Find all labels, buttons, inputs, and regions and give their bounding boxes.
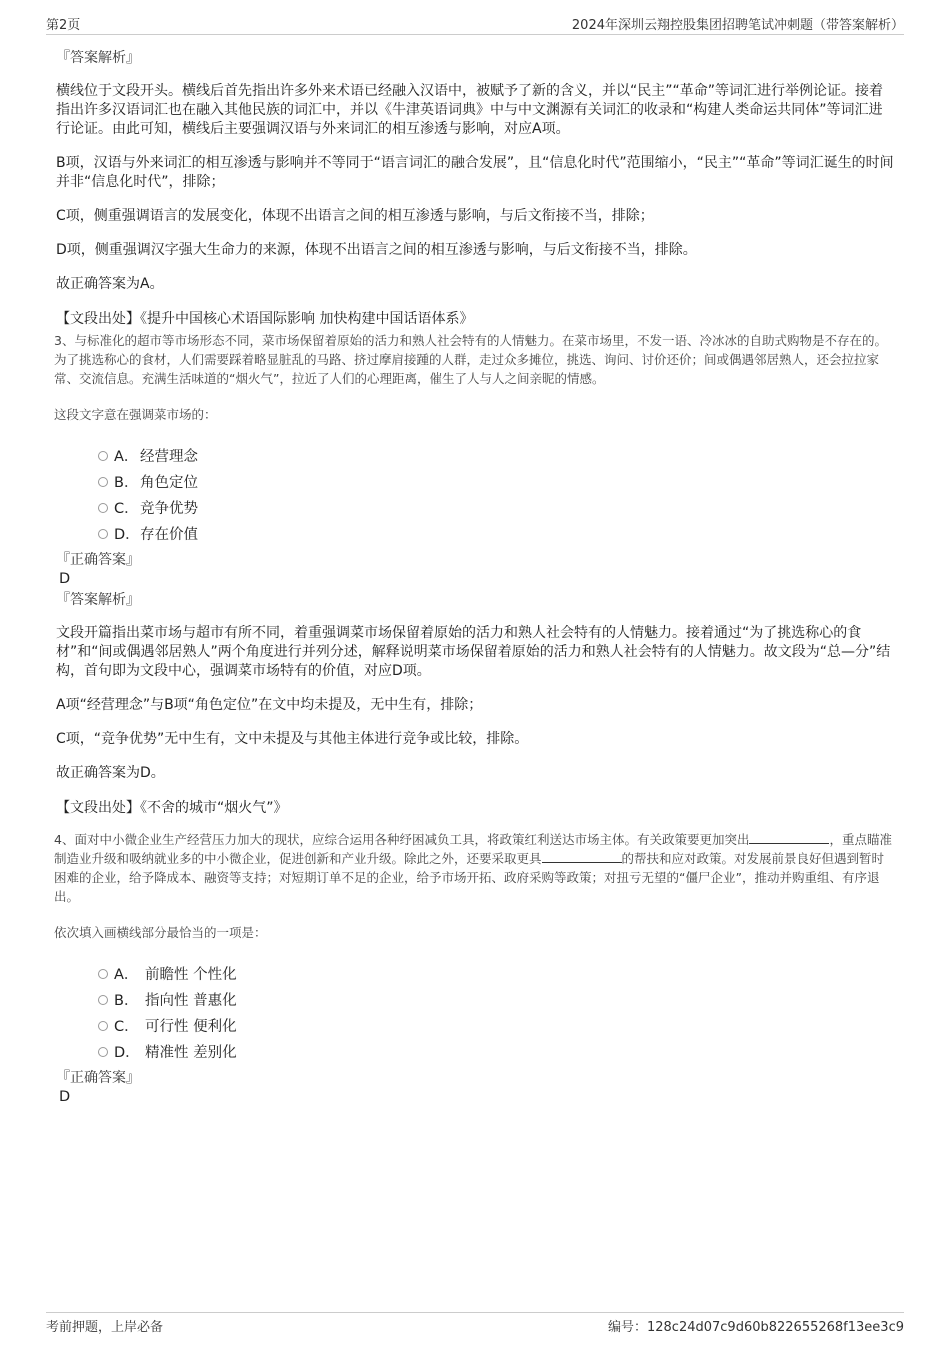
radio-icon[interactable]: [98, 969, 108, 979]
option-a[interactable]: A． 前瞻性 个性化: [56, 960, 896, 986]
radio-icon[interactable]: [98, 529, 108, 539]
radio-icon[interactable]: [98, 995, 108, 1005]
option-b[interactable]: B． 指向性 普惠化: [56, 986, 896, 1012]
question-stem: 3、与标准化的超市等市场形态不同，菜市场保留着原始的活力和熟人社会特有的人情魅力。在菜市场里，不发一语、冷冰冰的自助式购物是不存在的。为了挑选称心的食材，人们需要踩着略显脏乱的马路、挤过摩肩接踵的人群，走过众多摊位，挑选、询问、讨价还价；间或偶遇邻居熟人，还会拉拉家常、交流信息。充满生活味道的“烟火气”，拉近了人们的心理距离，催生了人与人之间亲昵的情感。: [54, 333, 887, 386]
question-prompt: 这段文字意在强调菜市场的：: [54, 407, 217, 422]
question-prompt: 依次填入画横线部分最恰当的一项是：: [54, 925, 267, 940]
analysis-tag: 『答案解析』: [56, 592, 140, 608]
correct-answer: D: [59, 1089, 71, 1105]
option-a[interactable]: A． 经营理念: [56, 442, 896, 468]
footer-slogan: 考前押题，上岸必备: [46, 1320, 164, 1335]
document-title: 2024年深圳云翔控股集团招聘笔试冲刺题（带答案解析）: [571, 18, 904, 33]
analysis-paragraph: C项，侧重强调语言的发展变化，体现不出语言之间的相互渗透与影响，与后文衔接不当，排除；: [56, 208, 654, 224]
radio-icon[interactable]: [98, 503, 108, 513]
option-b[interactable]: B． 角色定位: [56, 468, 896, 494]
page-header: [46, 14, 904, 35]
radio-icon[interactable]: [98, 1021, 108, 1031]
option-c[interactable]: C． 竞争优势: [56, 494, 896, 520]
analysis-paragraph: 文段开篇指出菜市场与超市有所不同，着重强调菜市场保留着原始的活力和熟人社会特有的人情魅力。接着通过“为了挑选称心的食材”和“间或偶遇邻居熟人”两个角度进行并列分述，解释说明菜市场保留着原始的活力和熟人社会特有的人情魅力。故文段为“总—分”结构，首句即为文段中心，强调菜市场特有的价值，对应D项。: [56, 625, 891, 679]
options-list: [56, 960, 896, 1064]
options-list: [56, 442, 896, 546]
option-d[interactable]: D． 精准性 差别化: [56, 1038, 896, 1064]
page-footer: [46, 1312, 904, 1335]
page-number: 第2页: [46, 18, 81, 33]
analysis-paragraph: B项，汉语与外来词汇的相互渗透与影响并不等同于“语言词汇的融合发展”，且“信息化时代”范围缩小，“民主”“革命”等词汇诞生的时间并非“信息化时代”，排除；: [56, 155, 894, 190]
analysis-paragraph: C项，“竞争优势”无中生有，文中未提及与其他主体进行竞争或比较，排除。: [56, 731, 529, 747]
analysis-paragraph: 横线位于文段开头。横线后首先指出许多外来术语已经融入汉语中，被赋予了新的含义，并以“民主”“革命”等词汇进行举例论证。接着指出许多汉语词汇也在融入其他民族的词汇中，并以《牛津英语词典》中与中文渊源有关词汇的收录和“构建人类命运共同体”等词汇进行论证。由此可知，横线后主要强调汉语与外来词汇的相互渗透与影响，对应A项。: [56, 83, 884, 137]
fill-blank: [542, 850, 622, 863]
conclusion: 故正确答案为A。: [56, 276, 164, 292]
radio-icon[interactable]: [98, 477, 108, 487]
analysis-paragraph: A项“经营理念”与B项“角色定位”在文中均未提及，无中生有，排除；: [56, 697, 483, 713]
source-citation: 【文段出处】《提升中国核心术语国际影响 加快构建中国话语体系》: [56, 311, 474, 327]
analysis-paragraph: D项，侧重强调汉字强大生命力的来源，体现不出语言之间的相互渗透与影响，与后文衔接不当，排除。: [56, 242, 697, 258]
option-c[interactable]: C． 可行性 便利化: [56, 1012, 896, 1038]
radio-icon[interactable]: [98, 1047, 108, 1057]
option-d[interactable]: D． 存在价值: [56, 520, 896, 546]
analysis-tag: 『答案解析』: [56, 50, 140, 66]
fill-blank: [749, 831, 829, 844]
question-stem: 4、面对中小微企业生产经营压力加大的现状，应综合运用各种纾困减负工具，将政策红利送达市场主体。有关政策要更加突出 ，重点瞄准制造业升级和吸纳就业多的中小微企业，促进创新和产业升级。除此之外，还要采取更具 的帮扶和应对政策。对发展前景良好但遇到暂时困难的企业，给予降成本、融资等支持；对短期订单不足的企业，给予市场开拓、政府采购等政策；对扭亏无望的“僵尸企业”，推动并购重组、有序退出。: [54, 832, 892, 904]
document-id: 编号：128c24d07c9d60b822655268f13ee3c9: [607, 1320, 904, 1335]
answer-tag: 『正确答案』: [56, 1070, 140, 1086]
radio-icon[interactable]: [98, 451, 108, 461]
answer-tag: 『正确答案』: [56, 552, 140, 568]
source-citation: 【文段出处】《不舍的城市“烟火气”》: [56, 800, 288, 816]
correct-answer: D: [59, 571, 71, 587]
page-content: [56, 46, 896, 1106]
conclusion: 故正确答案为D。: [56, 765, 165, 781]
